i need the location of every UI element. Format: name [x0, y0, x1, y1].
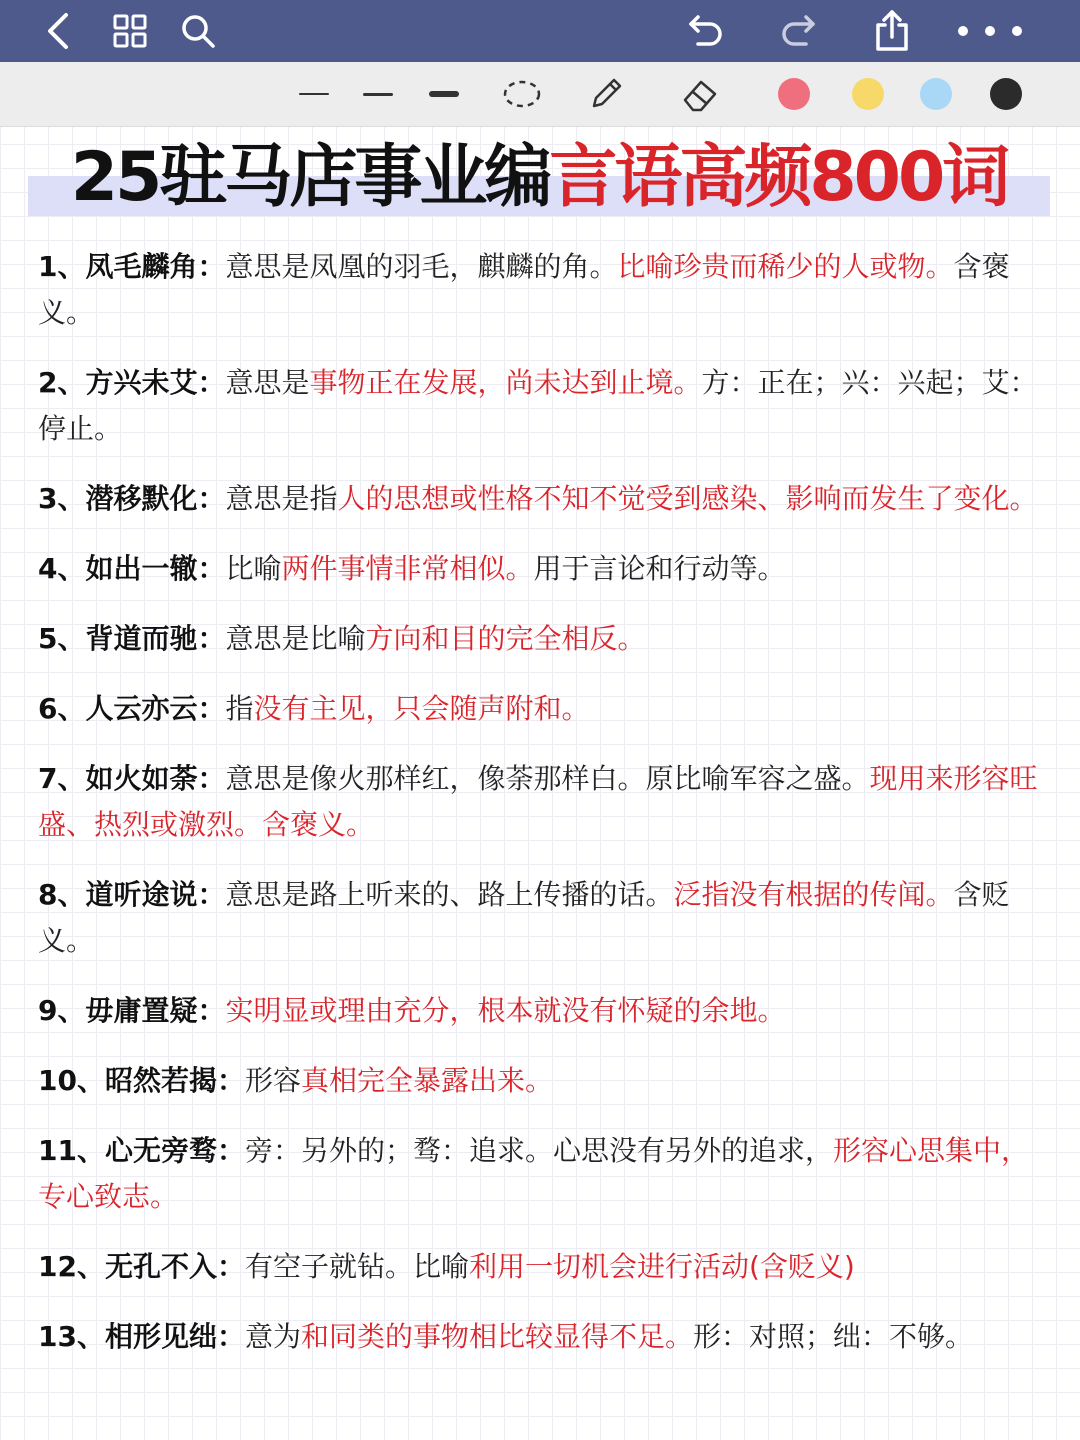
- entry-text-after: 方：正在；兴：兴起；艾：停止。: [38, 366, 1038, 445]
- title-part-black: 25驻马店事业编: [70, 138, 550, 217]
- thin-line-icon[interactable]: [290, 72, 338, 116]
- lasso-icon[interactable]: [498, 72, 546, 116]
- blue-swatch: [920, 78, 952, 110]
- entry-term: 7、如火如荼：: [38, 762, 226, 795]
- entry-highlight: 利用一切机会进行活动(含贬义): [468, 1250, 855, 1283]
- page-title-block: [28, 136, 1050, 220]
- share-icon[interactable]: [870, 9, 914, 53]
- entry-text: 旁：另外的；骛：追求。心思没有另外的追求，: [244, 1134, 833, 1167]
- list-item: [38, 756, 1044, 848]
- entry-term: 13、相形见绌：: [38, 1320, 245, 1353]
- entry-text-after: 形：对照；绌：不够。: [693, 1320, 974, 1353]
- entry-highlight: 两件事情非常相似。: [281, 552, 534, 585]
- search-icon[interactable]: [176, 9, 220, 53]
- entry-highlight: 现用来形容旺盛、热烈或激烈。含褒义。: [38, 762, 1038, 841]
- entry-highlight: 人的思想或性格不知不觉受到感染、影响而发生了变化。: [337, 482, 1038, 515]
- entry-highlight: 形容心思集中，专心致志。: [38, 1134, 1029, 1213]
- entry-term: 9、毋庸置疑：: [38, 994, 226, 1027]
- entry-highlight: 泛指没有根据的传闻。: [673, 878, 954, 911]
- entry-term: 10、昭然若揭：: [38, 1064, 245, 1097]
- list-item: [38, 988, 1044, 1034]
- list-item: [38, 1058, 1044, 1104]
- entry-highlight: 实明显或理由充分，根本就没有怀疑的余地。: [225, 994, 786, 1027]
- entry-term: 4、如出一辙：: [38, 552, 226, 585]
- list-item: [38, 244, 1044, 336]
- entry-text: 形容: [244, 1064, 301, 1097]
- entry-term: 12、无孔不入：: [38, 1250, 245, 1283]
- black-swatch: [990, 78, 1022, 110]
- title-part-red: 言语高频800词: [549, 138, 1008, 217]
- vocabulary-list: [38, 244, 1044, 1360]
- pink-swatch: [778, 78, 810, 110]
- yellow-swatch: [852, 78, 884, 110]
- entry-highlight: 真相完全暴露出来。: [300, 1064, 553, 1097]
- entry-text: 比喻: [225, 552, 282, 585]
- entry-highlight: 方向和目的完全相反。: [365, 622, 646, 655]
- drawing-toolbar: [0, 62, 1080, 127]
- color-swatch-pink[interactable]: [770, 72, 818, 116]
- entry-text: 意思是比喻: [225, 622, 366, 655]
- entry-text: 意思是路上听来的、路上传播的话。: [225, 878, 674, 911]
- grid-icon[interactable]: [108, 9, 152, 53]
- entry-highlight: 和同类的事物相比较显得不足。: [300, 1320, 693, 1353]
- color-swatch-black[interactable]: [982, 72, 1030, 116]
- list-item: [38, 686, 1044, 732]
- list-item: [38, 1314, 1044, 1360]
- entry-text: 意思是: [225, 366, 310, 399]
- entry-highlight: 事物正在发展，尚未达到止境。: [309, 366, 702, 399]
- entry-text: 意思是指: [225, 482, 338, 515]
- entry-text-after: 含贬义。: [38, 878, 1010, 957]
- color-swatch-blue[interactable]: [912, 72, 960, 116]
- eraser-icon[interactable]: [676, 72, 724, 116]
- entry-term: 11、心无旁骛：: [38, 1134, 245, 1167]
- entry-term: 1、凤毛麟角：: [38, 250, 226, 283]
- back-icon[interactable]: [36, 9, 80, 53]
- entry-text: 指: [225, 692, 254, 725]
- entry-text: 意思是像火那样红，像荼那样白。原比喻军容之盛。: [225, 762, 870, 795]
- redo-icon[interactable]: [776, 9, 820, 53]
- entry-term: 2、方兴未艾：: [38, 366, 226, 399]
- entry-term: 6、人云亦云：: [38, 692, 226, 725]
- medium-line-icon[interactable]: [354, 72, 402, 116]
- entry-text: 意思是凤凰的羽毛，麒麟的角。: [225, 250, 618, 283]
- list-item: [38, 476, 1044, 522]
- entry-highlight: 比喻珍贵而稀少的人或物。: [617, 250, 954, 283]
- list-item: [38, 546, 1044, 592]
- top-navigation-bar: [0, 0, 1080, 62]
- entry-term: 8、道听途说：: [38, 878, 226, 911]
- entry-term: 3、潜移默化：: [38, 482, 226, 515]
- list-item: [38, 872, 1044, 964]
- pen-icon[interactable]: [582, 72, 630, 116]
- list-item: [38, 1128, 1044, 1220]
- list-item: [38, 1244, 1044, 1290]
- entry-text: 意为: [244, 1320, 301, 1353]
- more-icon[interactable]: [950, 9, 1030, 53]
- color-swatch-yellow[interactable]: [844, 72, 892, 116]
- entry-highlight: 没有主见，只会随声附和。: [253, 692, 590, 725]
- entry-term: 5、背道而驰：: [38, 622, 226, 655]
- entry-text: 有空子就钻。比喻: [244, 1250, 469, 1283]
- list-item: [38, 616, 1044, 662]
- entry-text-after: 用于言论和行动等。: [533, 552, 786, 585]
- list-item: [38, 360, 1044, 452]
- undo-icon[interactable]: [684, 9, 728, 53]
- page-title: [28, 136, 1050, 220]
- entry-text-after: 含褒义。: [38, 250, 1010, 329]
- thick-line-icon[interactable]: [420, 72, 468, 116]
